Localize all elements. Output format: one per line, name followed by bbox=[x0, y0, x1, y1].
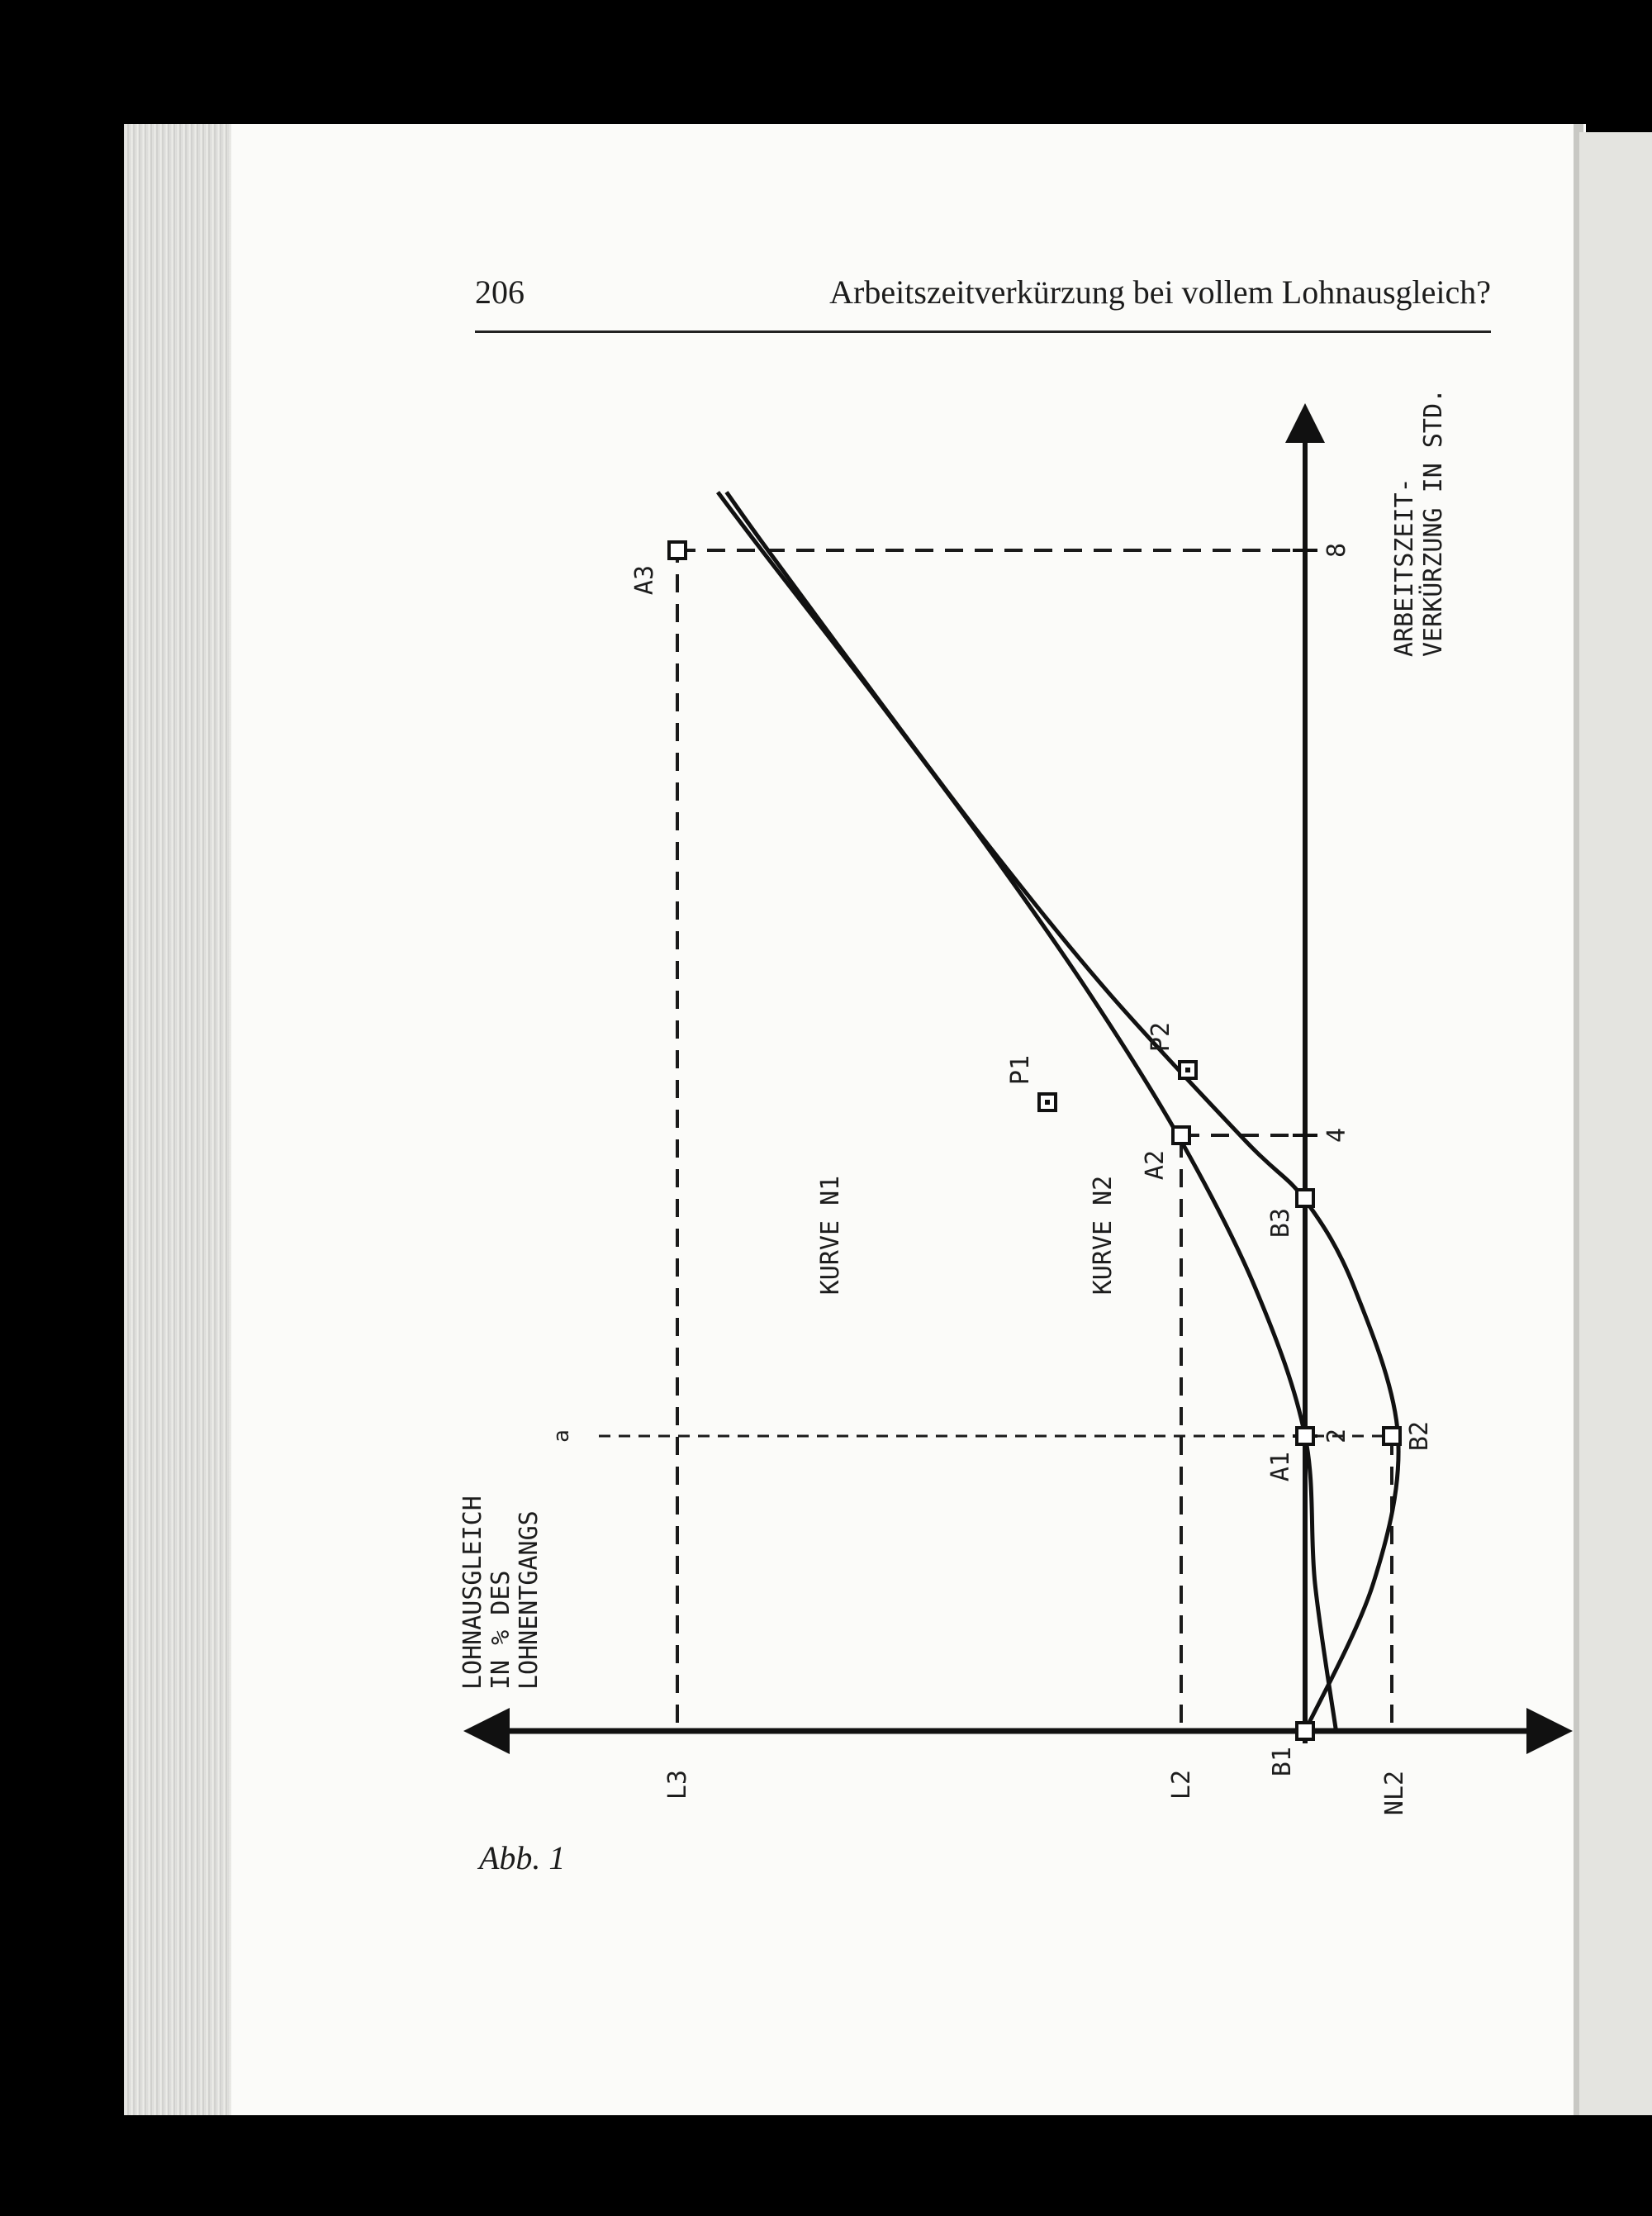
point-b1-marker bbox=[1297, 1723, 1313, 1739]
curve-n1 bbox=[718, 492, 1336, 1731]
facing-page-edge bbox=[1579, 132, 1652, 2115]
point-b2-label: B2 bbox=[1405, 1420, 1434, 1452]
point-a3-label: A3 bbox=[630, 564, 659, 596]
y-axis-label-line3: LOHNENTGANGS bbox=[515, 1510, 544, 1690]
point-p1-dot bbox=[1045, 1100, 1050, 1105]
point-b3-marker bbox=[1297, 1190, 1313, 1206]
x-axis-label-line2: VERKÜRZUNG IN STD. bbox=[1419, 388, 1448, 657]
curve-n1-label: KURVE N1 bbox=[816, 1175, 845, 1296]
y-tick-label-l3: L3 bbox=[663, 1769, 692, 1800]
y-tick-label-l2: L2 bbox=[1167, 1769, 1196, 1800]
running-title: Arbeitszeitverkürzung bei vollem Lohnausgleich? bbox=[829, 273, 1491, 311]
curve-n2 bbox=[727, 492, 1399, 1731]
y-axis-label-line1: LOHNAUSGLEICH bbox=[458, 1496, 487, 1690]
header-rule bbox=[475, 330, 1491, 333]
point-b3-label: B3 bbox=[1266, 1207, 1295, 1239]
x-tick-label-8: 8 bbox=[1322, 542, 1351, 559]
point-a3-marker bbox=[669, 542, 686, 559]
marker-a-label: a bbox=[549, 1429, 574, 1443]
x-tick-label-2: 2 bbox=[1322, 1428, 1351, 1444]
point-a1-marker bbox=[1297, 1428, 1313, 1444]
x-axis-label-line1: ARBEITSZEIT- bbox=[1390, 478, 1419, 657]
point-b1-label: B1 bbox=[1268, 1746, 1297, 1777]
point-p2-label: P2 bbox=[1146, 1021, 1175, 1053]
point-b2-marker bbox=[1384, 1428, 1400, 1444]
point-a2-label: A2 bbox=[1141, 1149, 1170, 1181]
y-tick-label-nl2: NL2 bbox=[1380, 1770, 1409, 1816]
y-axis-label-line2: IN % DES bbox=[487, 1570, 515, 1690]
x-tick-label-4: 4 bbox=[1322, 1127, 1351, 1144]
point-a1-label: A1 bbox=[1266, 1451, 1295, 1482]
point-p1-label: P1 bbox=[1006, 1054, 1035, 1086]
figure-diagram bbox=[430, 364, 1586, 1834]
page-stack-edge bbox=[124, 124, 231, 2115]
figure-caption: Abb. 1 bbox=[479, 1839, 566, 1876]
page-number: 206 bbox=[475, 273, 525, 311]
running-head bbox=[475, 273, 1491, 322]
point-p2-dot bbox=[1185, 1068, 1190, 1072]
curve-n2-label: KURVE N2 bbox=[1089, 1175, 1118, 1296]
point-a2-marker bbox=[1173, 1127, 1189, 1144]
